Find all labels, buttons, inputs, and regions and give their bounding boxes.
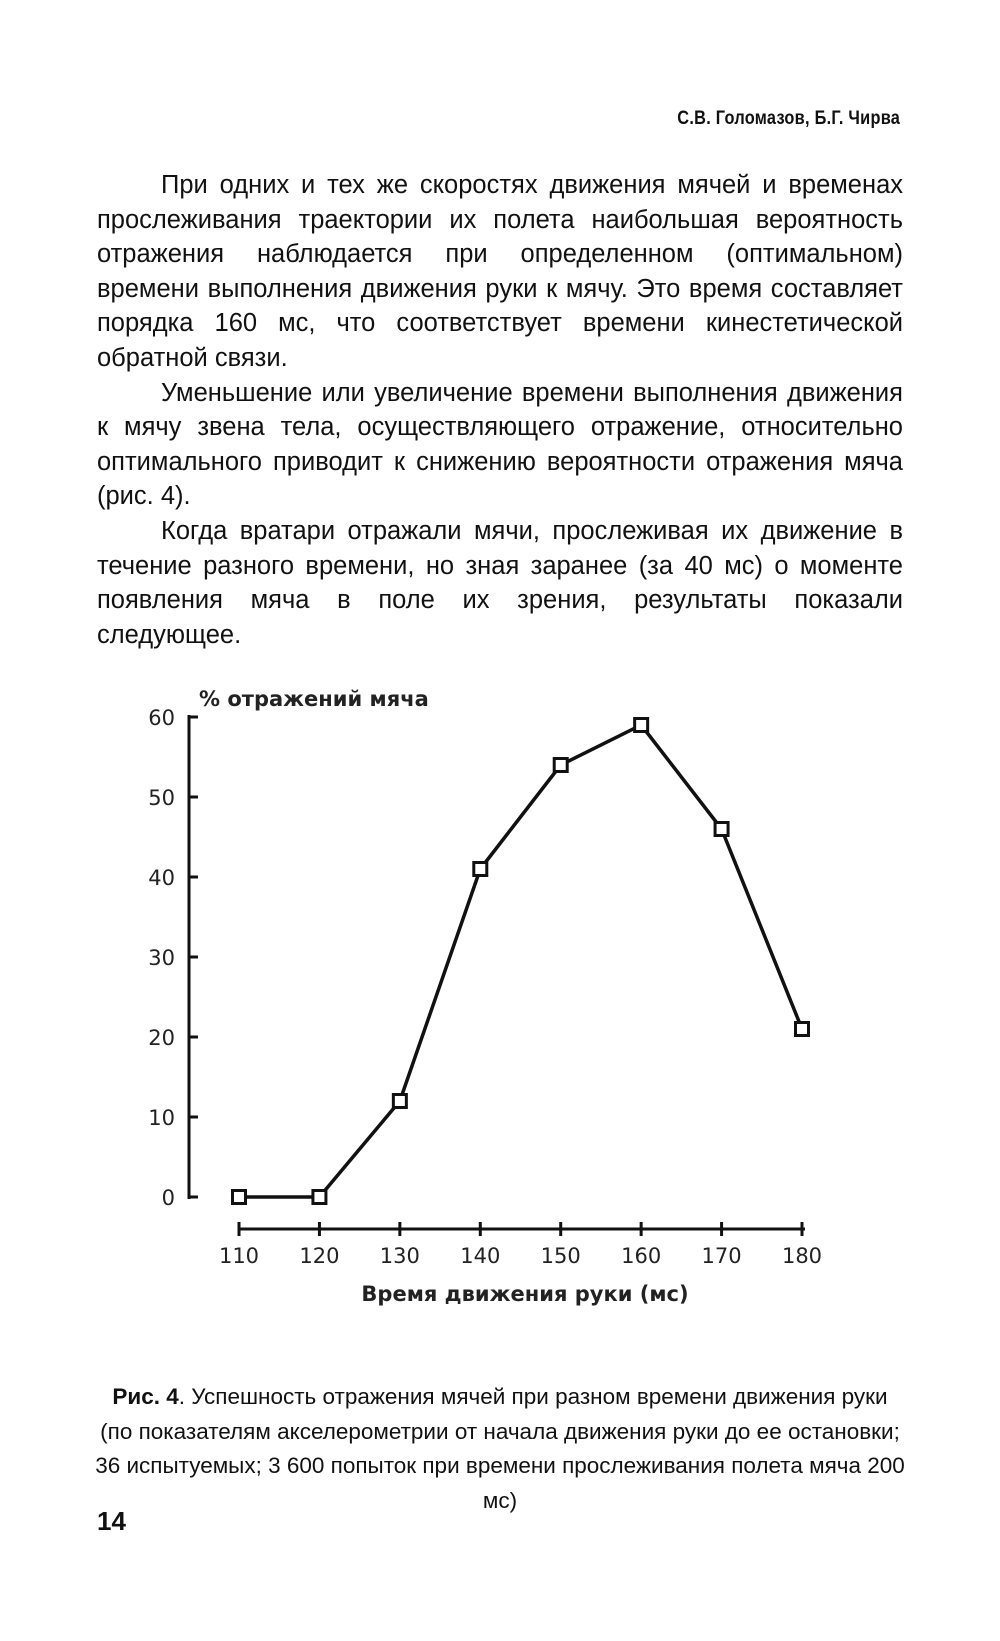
y-tick-label: 60 [148,706,175,730]
x-tick-label: 120 [299,1244,340,1268]
y-tick-label: 30 [148,946,175,970]
x-tick-label: 150 [540,1244,581,1268]
x-tick-label: 110 [218,1244,260,1268]
data-point-marker [233,1191,246,1204]
y-tick-label: 0 [161,1186,175,1210]
x-tick-label: 180 [781,1244,823,1268]
caption-label: Рис. 4 [112,1384,179,1409]
y-axis-title: % отражений мяча [199,687,429,711]
running-header: С.В. Голомазов, Б.Г. Чирва [677,108,900,129]
y-tick-label: 10 [148,1106,175,1130]
data-point-marker [393,1095,406,1108]
x-tick-label: 140 [460,1244,501,1268]
y-tick-label: 40 [148,866,175,890]
data-point-marker [313,1191,326,1204]
paragraph: Уменьшение или увеличение времени выполнения движения к мячу звена тела, осуществляющего отражение, относительно оптимального приводит к снижению вероятности отражения мяча (рис. 4). [97,378,903,511]
x-tick-label: 170 [701,1244,742,1268]
y-tick-label: 20 [148,1026,175,1050]
data-point-marker [796,1023,809,1036]
x-axis-title: Время движения руки (мс) [361,1282,689,1306]
data-point-marker [554,759,567,772]
series-line [239,725,802,1197]
x-tick-label: 130 [379,1244,420,1268]
page-number: 14 [97,1506,126,1536]
paragraph: Когда вратари отражали мячи, прослеживая их движение в течение разного времени, но зная заранее (за 40 мс) о моменте появления мяча в поле их зрения, результаты показали следующее. [97,516,903,649]
y-tick-label: 50 [148,786,175,810]
x-tick-label: 160 [621,1244,662,1268]
data-point-marker [474,863,487,876]
figure-caption [95,1380,905,1518]
data-point-marker [715,823,728,836]
caption-text: . Успешность отражения мячей при разном времени движения руки (по показателям акселерометрии от начала движения руки до ее остановки; 36 испытуемых; 3 600 попыток при времени прослеживания полета мяча 200 мс) [95,1384,905,1513]
paragraph: При одних и тех же скоростях движения мячей и временах прослеживания траектории их полета наибольшая вероятность отражения наблюдается при определенном (оптимальном) времени выполнения движения руки к мячу. Это время составляет порядка 160 мс, что соответствует времени кинестетической обратной связи. [97,171,903,372]
data-point-marker [635,719,648,732]
